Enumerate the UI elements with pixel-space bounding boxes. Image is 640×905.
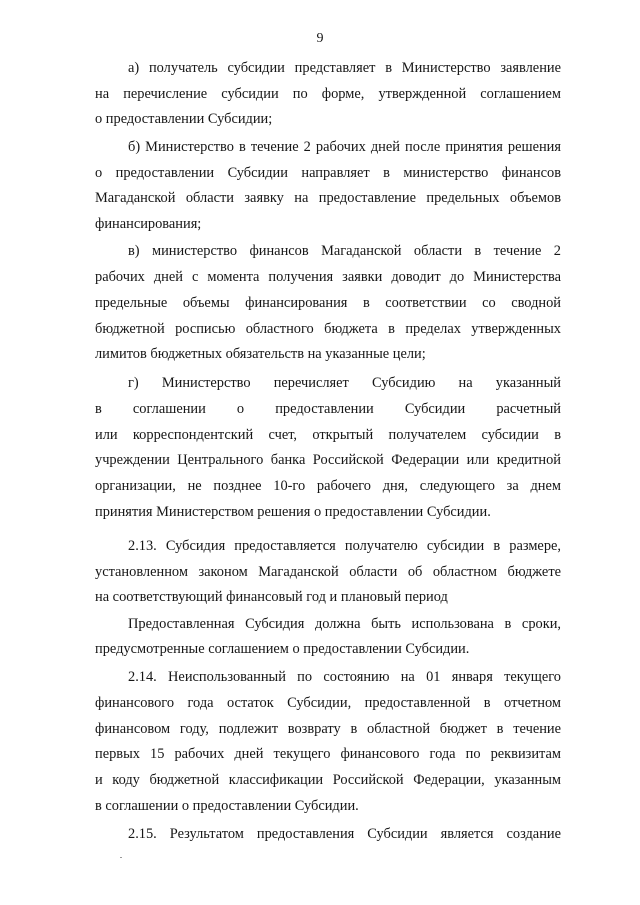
- text-line: 2.13. Субсидия предоставляется получателю субсидии в размере,: [128, 538, 561, 554]
- text-line: 2.15. Результатом предоставления Субсидии является создание: [128, 826, 561, 842]
- page-number: 9: [316, 31, 324, 46]
- text-line: в соглашении о предоставлении Субсидии.: [95, 798, 359, 814]
- text-line: лимитов бюджетных обязательств на указанные цели;: [95, 346, 426, 362]
- text-line: рабочих дней с момента получения заявки доводит до Министерства: [95, 269, 561, 285]
- text-line: 2.14. Неиспользованный по состоянию на 01 января текущего: [128, 669, 561, 685]
- text-line: и коду бюджетной классификации Российской Федерации, указанным: [95, 772, 561, 788]
- text-line: финансового года остаток Субсидии, предоставленной в отчетном: [95, 695, 561, 711]
- text-line: Магаданской области заявку на предоставление предельных объемов: [95, 190, 561, 206]
- text-line: бюджетной росписью областного бюджета в пределах утвержденных: [95, 321, 561, 337]
- text-line: в) министерство финансов Магаданской области в течение 2: [128, 243, 561, 259]
- text-line: предельные объемы финансирования в соответствии со сводной: [95, 295, 561, 311]
- text-line: б) Министерство в течение 2 рабочих дней после принятия решения: [128, 139, 561, 155]
- scan-speck: [120, 857, 122, 858]
- text-line: предусмотренные соглашением о предоставлении Субсидии.: [95, 641, 470, 657]
- text-line: в соглашении о предоставлении Субсидии расчетный: [95, 401, 561, 417]
- text-line: учреждении Центрального банка Российской Федерации или кредитной: [95, 452, 561, 468]
- text-line: о предоставлении Субсидии;: [95, 111, 273, 127]
- text-line: организации, не позднее 10-го рабочего дня, следующего за днем: [95, 478, 561, 494]
- text-line: на перечисление субсидии по форме, утвержденной соглашением: [95, 86, 561, 102]
- text-line: первых 15 рабочих дней текущего финансового года по реквизитам: [95, 746, 561, 762]
- text-line: принятия Министерством решения о предоставлении Субсидии.: [95, 504, 491, 520]
- text-line: о предоставлении Субсидии направляет в министерство финансов: [95, 165, 561, 181]
- text-line: а) получатель субсидии представляет в Министерство заявление: [128, 60, 561, 76]
- text-line: Предоставленная Субсидия должна быть использована в сроки,: [128, 616, 561, 632]
- text-line: финансирования;: [95, 216, 202, 232]
- text-line: на соответствующий финансовый год и плановый период: [95, 589, 448, 605]
- text-line: финансовом году, подлежит возврату в областной бюджет в течение: [95, 721, 561, 737]
- text-line: установленном законом Магаданской области об областном бюджете: [95, 564, 561, 580]
- text-line: г) Министерство перечисляет Субсидию на указанный: [128, 375, 561, 391]
- text-line: или корреспондентский счет, открытый получателем субсидии в: [95, 427, 561, 443]
